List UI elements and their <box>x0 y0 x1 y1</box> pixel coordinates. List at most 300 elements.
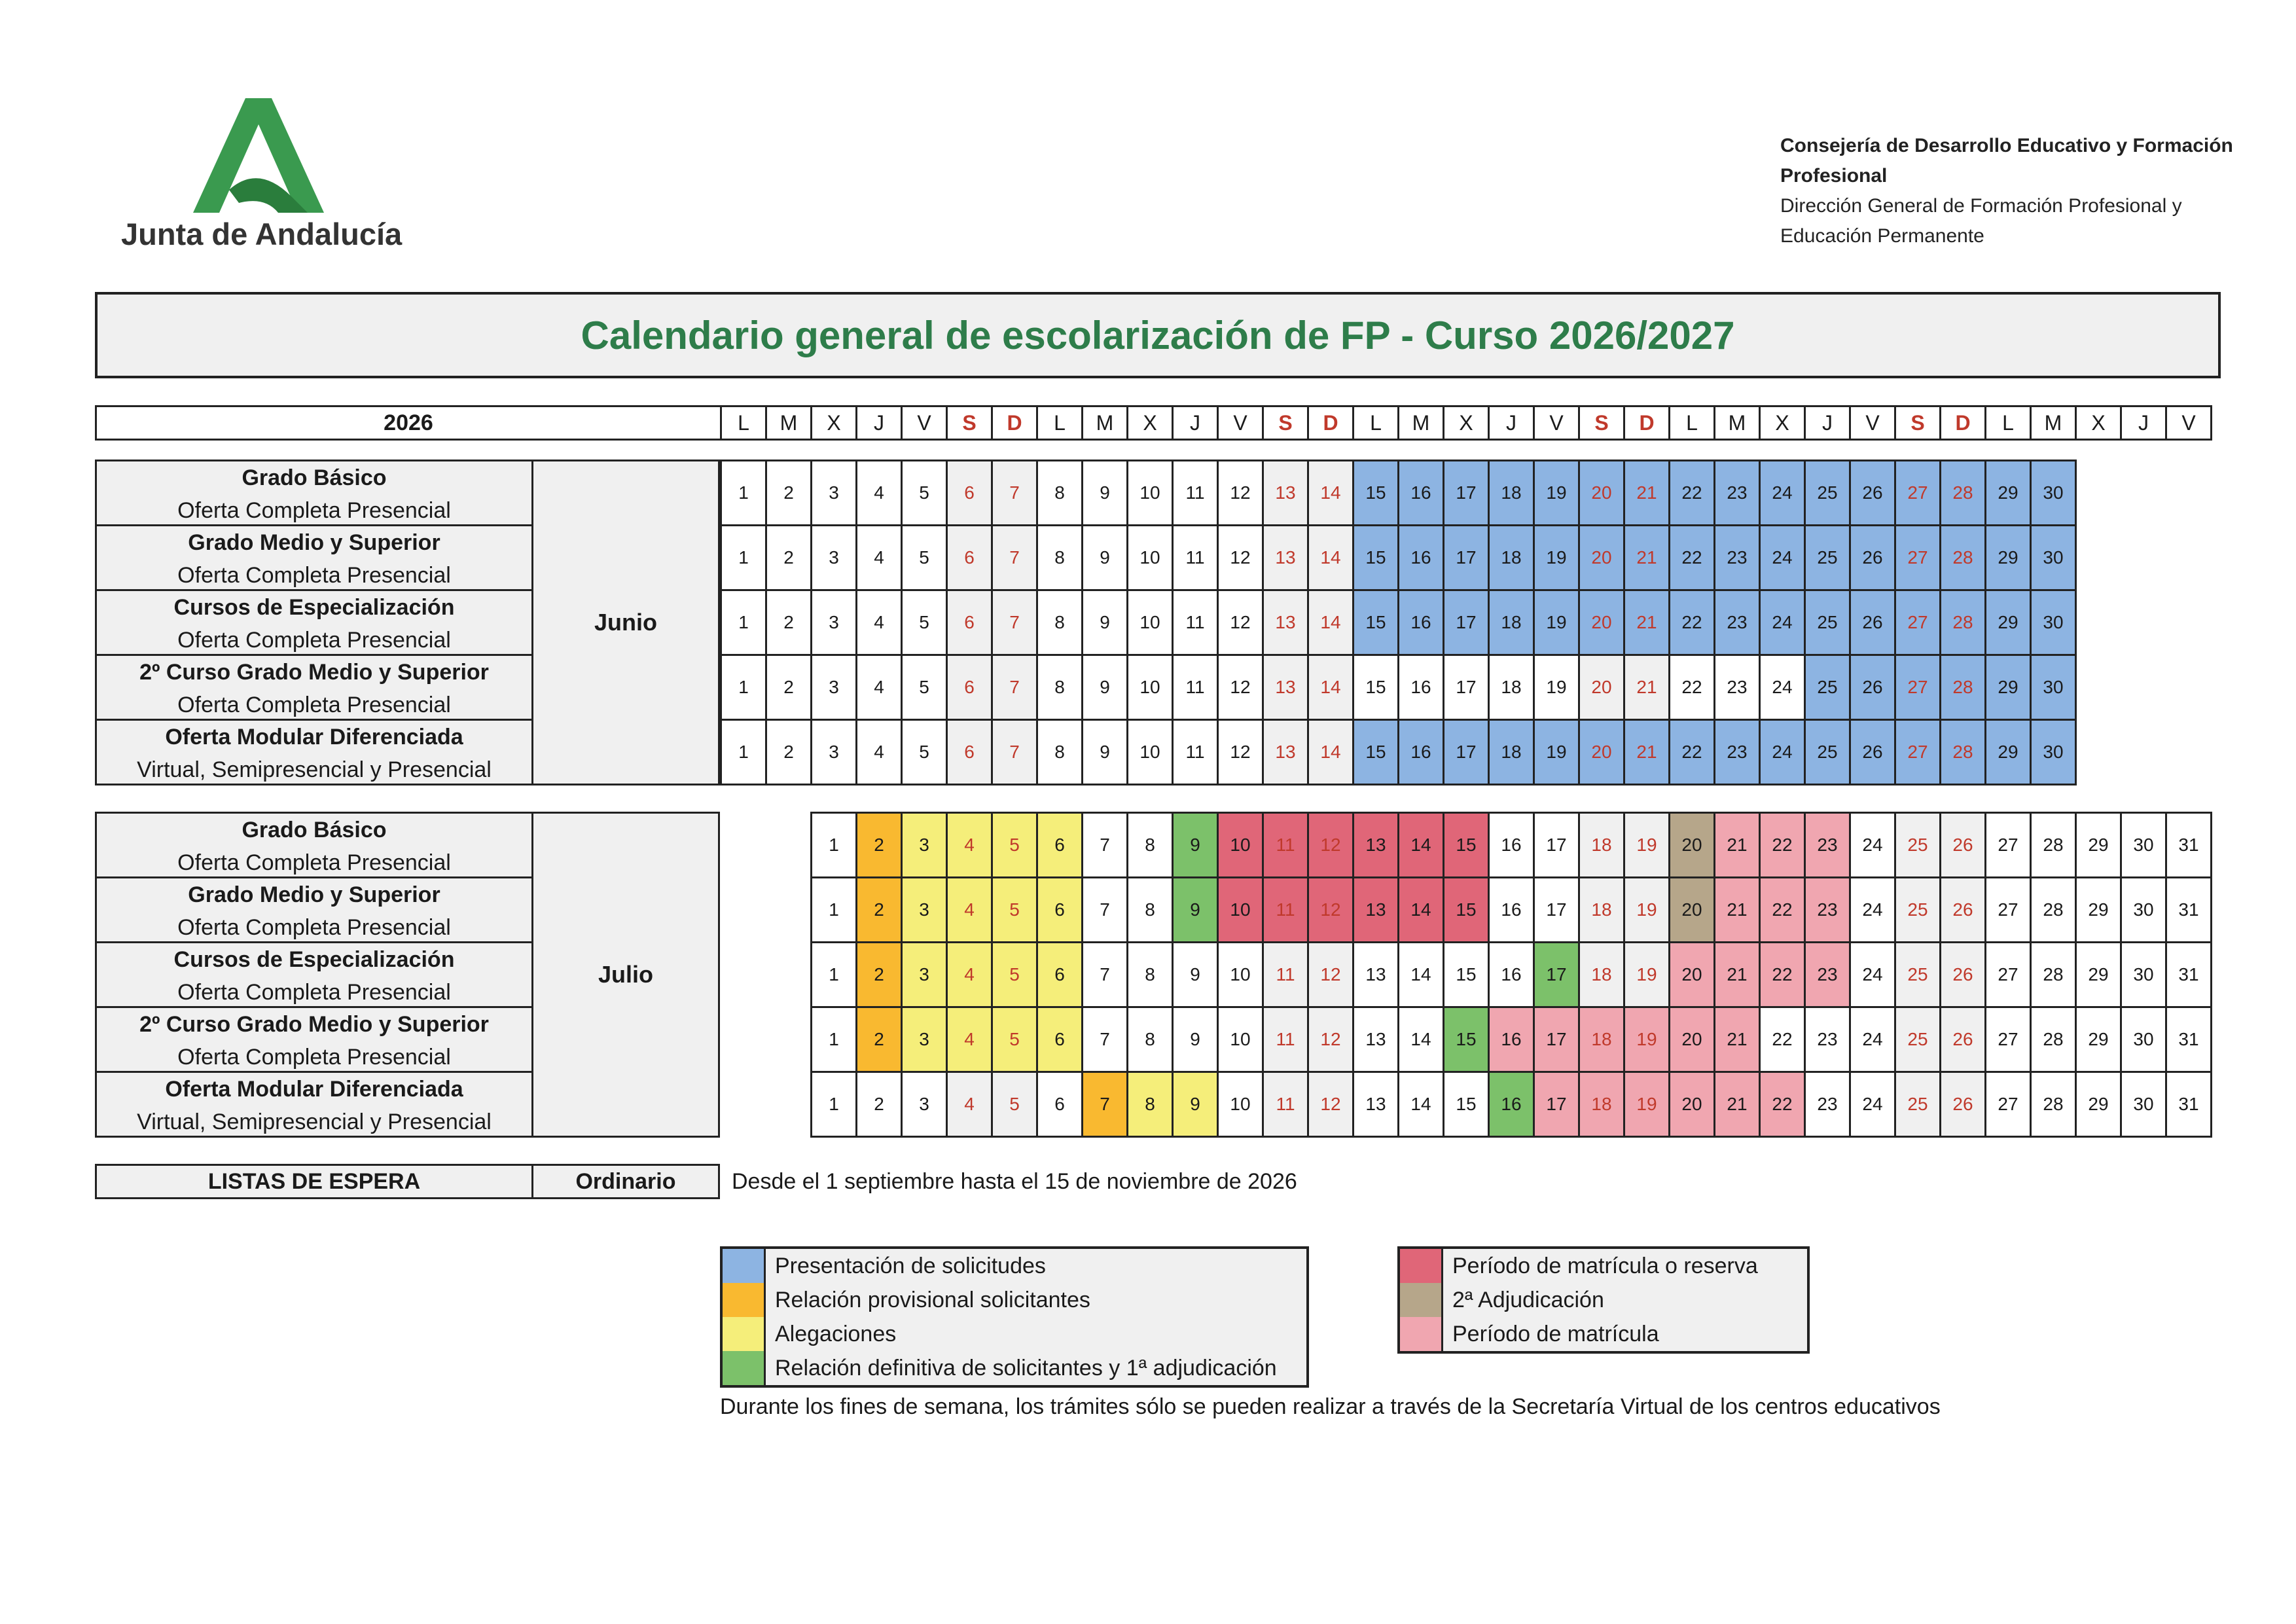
day-cell: 8 <box>1126 812 1174 878</box>
day-cell: 28 <box>1939 460 1986 526</box>
day-cell: 10 <box>1217 1071 1264 1138</box>
day-cell: 1 <box>720 654 767 721</box>
day-cell: 7 <box>1081 876 1128 943</box>
weekday-header-14: L <box>1352 405 1399 441</box>
program-subtitle: Oferta Completa Presencial <box>177 563 451 588</box>
day-cell: 15 <box>1443 876 1490 943</box>
day-cell: 13 <box>1352 876 1399 943</box>
day-cell: 19 <box>1533 589 1580 656</box>
program-title: Cursos de Especialización <box>173 595 455 620</box>
day-cell: 31 <box>2165 876 2212 943</box>
day-cell: 26 <box>1939 941 1986 1008</box>
program-subtitle: Oferta Completa Presencial <box>177 498 451 523</box>
program-subtitle: Virtual, Semipresencial y Presencial <box>137 757 492 782</box>
day-cell: 11 <box>1172 589 1219 656</box>
day-cell: 24 <box>1849 812 1896 878</box>
waiting-list-label: LISTAS DE ESPERA <box>95 1164 533 1199</box>
weekday-header-25: V <box>1849 405 1896 441</box>
day-cell: 10 <box>1217 941 1264 1008</box>
day-cell: 14 <box>1307 654 1354 721</box>
day-cell: 22 <box>1759 876 1806 943</box>
day-cell: 16 <box>1488 941 1535 1008</box>
day-cell: 9 <box>1081 589 1128 656</box>
day-cell: 17 <box>1443 719 1490 785</box>
junta-logo <box>118 98 406 262</box>
day-cell: 11 <box>1172 460 1219 526</box>
day-cell: 10 <box>1126 589 1174 656</box>
day-cell: 19 <box>1623 876 1670 943</box>
day-cell: 17 <box>1443 654 1490 721</box>
day-cell: 8 <box>1036 589 1083 656</box>
day-cell: 20 <box>1668 876 1715 943</box>
day-cell: 22 <box>1668 589 1715 656</box>
day-cell: 5 <box>901 654 948 721</box>
program-label <box>95 876 533 943</box>
weekday-header-5: S <box>946 405 993 441</box>
program-label <box>95 524 533 591</box>
day-cell: 24 <box>1759 589 1806 656</box>
legend-label: Alegaciones <box>775 1321 897 1346</box>
legend-item <box>1400 1249 1807 1283</box>
day-cell: 18 <box>1488 654 1535 721</box>
legend-left <box>720 1246 1309 1388</box>
day-cell: 14 <box>1307 460 1354 526</box>
day-cell: 23 <box>1804 941 1851 1008</box>
day-cell: 27 <box>1984 1006 2032 1073</box>
day-cell: 28 <box>1939 589 1986 656</box>
day-cell: 9 <box>1172 1006 1219 1073</box>
day-cell: 29 <box>2075 812 2122 878</box>
day-cell: 13 <box>1262 524 1309 591</box>
weekday-header-15: M <box>1397 405 1444 441</box>
day-cell: 18 <box>1578 941 1625 1008</box>
day-cell: 6 <box>946 654 993 721</box>
day-cell: 25 <box>1894 876 1941 943</box>
day-cell: 7 <box>1081 941 1128 1008</box>
legend-swatch <box>723 1283 766 1317</box>
day-cell: 6 <box>1036 941 1083 1008</box>
day-cell: 18 <box>1488 524 1535 591</box>
day-cell: 24 <box>1849 876 1896 943</box>
day-cell: 18 <box>1488 719 1535 785</box>
program-title: Grado Medio y Superior <box>188 882 440 907</box>
day-cell: 9 <box>1081 460 1128 526</box>
day-cell: 6 <box>1036 1006 1083 1073</box>
day-cell: 17 <box>1533 812 1580 878</box>
day-cell: 15 <box>1443 1006 1490 1073</box>
day-cell: 1 <box>720 460 767 526</box>
program-label <box>95 1071 533 1138</box>
day-cell: 10 <box>1217 812 1264 878</box>
day-cell: 15 <box>1443 1071 1490 1138</box>
day-cell: 18 <box>1578 1006 1625 1073</box>
day-cell: 10 <box>1217 1006 1264 1073</box>
legend-item <box>723 1317 1306 1351</box>
day-cell: 13 <box>1352 812 1399 878</box>
day-cell: 19 <box>1623 812 1670 878</box>
day-cell: 7 <box>991 654 1038 721</box>
day-cell: 14 <box>1397 1006 1444 1073</box>
day-cell: 23 <box>1713 460 1761 526</box>
weekday-header-32: V <box>2165 405 2212 441</box>
day-cell: 14 <box>1397 876 1444 943</box>
program-subtitle: Oferta Completa Presencial <box>177 980 451 1005</box>
day-cell: 3 <box>810 719 857 785</box>
logo-text: Junta de Andalucía <box>121 217 403 251</box>
day-cell: 13 <box>1262 654 1309 721</box>
day-cell: 1 <box>810 812 857 878</box>
day-cell: 7 <box>991 460 1038 526</box>
day-cell: 6 <box>946 719 993 785</box>
day-cell: 5 <box>901 719 948 785</box>
day-cell: 19 <box>1533 719 1580 785</box>
day-cell: 19 <box>1623 1071 1670 1138</box>
day-cell: 21 <box>1713 1006 1761 1073</box>
day-cell: 1 <box>810 876 857 943</box>
day-cell: 23 <box>1713 524 1761 591</box>
day-cell: 4 <box>855 589 903 656</box>
day-cell: 22 <box>1759 812 1806 878</box>
day-cell: 17 <box>1533 1006 1580 1073</box>
day-cell: 31 <box>2165 941 2212 1008</box>
day-cell: 4 <box>855 524 903 591</box>
day-cell: 17 <box>1533 941 1580 1008</box>
day-cell: 12 <box>1217 719 1264 785</box>
day-cell: 16 <box>1488 1071 1535 1138</box>
day-cell: 30 <box>2030 460 2077 526</box>
day-cell: 29 <box>1984 524 2032 591</box>
program-label <box>95 1006 533 1073</box>
legend-label: 2ª Adjudicación <box>1452 1287 1604 1312</box>
day-cell: 27 <box>1894 460 1941 526</box>
day-cell: 24 <box>1849 1006 1896 1073</box>
day-cell: 27 <box>1894 719 1941 785</box>
day-cell: 31 <box>2165 812 2212 878</box>
day-cell: 19 <box>1533 524 1580 591</box>
day-cell: 28 <box>2030 1071 2077 1138</box>
day-cell: 27 <box>1984 941 2032 1008</box>
day-cell: 30 <box>2120 1071 2167 1138</box>
weekday-header-3: J <box>855 405 903 441</box>
weekday-header-11: V <box>1217 405 1264 441</box>
legend-label: Presentación de solicitudes <box>775 1253 1046 1278</box>
legend-item <box>723 1249 1306 1283</box>
day-cell: 24 <box>1759 719 1806 785</box>
day-cell: 7 <box>1081 1071 1128 1138</box>
legend-swatch <box>723 1317 766 1351</box>
day-cell: 29 <box>2075 876 2122 943</box>
legend-item <box>1400 1317 1807 1351</box>
day-cell: 4 <box>946 812 993 878</box>
day-cell: 1 <box>810 1006 857 1073</box>
day-cell: 23 <box>1804 812 1851 878</box>
day-cell: 5 <box>991 876 1038 943</box>
day-cell: 24 <box>1849 941 1896 1008</box>
weekday-header-28: L <box>1984 405 2032 441</box>
day-cell: 28 <box>2030 876 2077 943</box>
day-cell: 1 <box>810 1071 857 1138</box>
day-cell: 25 <box>1804 524 1851 591</box>
day-cell: 20 <box>1578 589 1625 656</box>
day-cell: 16 <box>1397 654 1444 721</box>
day-cell: 22 <box>1759 941 1806 1008</box>
day-cell: 26 <box>1939 876 1986 943</box>
program-title: Oferta Modular Diferenciada <box>165 1077 463 1102</box>
program-title: Grado Básico <box>242 465 387 490</box>
day-cell: 3 <box>901 876 948 943</box>
weekday-header-23: X <box>1759 405 1806 441</box>
day-cell: 4 <box>855 654 903 721</box>
day-cell: 27 <box>1894 654 1941 721</box>
day-cell: 25 <box>1894 1071 1941 1138</box>
day-cell: 6 <box>1036 1071 1083 1138</box>
day-cell: 23 <box>1713 589 1761 656</box>
day-cell: 20 <box>1578 719 1625 785</box>
day-cell: 26 <box>1849 589 1896 656</box>
weekday-header-0: L <box>720 405 767 441</box>
day-cell: 17 <box>1533 1071 1580 1138</box>
day-cell: 22 <box>1668 524 1715 591</box>
day-cell: 21 <box>1623 719 1670 785</box>
day-cell: 3 <box>810 524 857 591</box>
legend-label: Período de matrícula <box>1452 1321 1659 1346</box>
day-cell: 14 <box>1397 941 1444 1008</box>
weekday-header-1: M <box>765 405 812 441</box>
day-cell: 12 <box>1307 876 1354 943</box>
weekday-header-6: D <box>991 405 1038 441</box>
day-cell: 28 <box>2030 812 2077 878</box>
program-title: 2º Curso Grado Medio y Superior <box>139 660 489 685</box>
day-cell: 21 <box>1713 1071 1761 1138</box>
legend-label: Período de matrícula o reserva <box>1452 1253 1758 1278</box>
day-cell: 10 <box>1126 654 1174 721</box>
day-cell: 20 <box>1668 941 1715 1008</box>
day-cell: 25 <box>1804 589 1851 656</box>
day-cell: 2 <box>855 941 903 1008</box>
day-cell: 26 <box>1849 460 1896 526</box>
weekday-header-17: J <box>1488 405 1535 441</box>
day-cell: 16 <box>1488 1006 1535 1073</box>
weekday-header-13: D <box>1307 405 1354 441</box>
weekday-header-24: J <box>1804 405 1851 441</box>
day-cell: 21 <box>1623 589 1670 656</box>
day-cell: 24 <box>1759 524 1806 591</box>
day-cell: 26 <box>1939 1006 1986 1073</box>
day-cell: 7 <box>991 589 1038 656</box>
day-cell: 6 <box>946 460 993 526</box>
day-cell: 2 <box>765 589 812 656</box>
day-cell: 14 <box>1397 1071 1444 1138</box>
day-cell: 23 <box>1804 1071 1851 1138</box>
day-cell: 2 <box>765 654 812 721</box>
day-cell: 28 <box>1939 654 1986 721</box>
weekday-header-8: M <box>1081 405 1128 441</box>
day-cell: 16 <box>1397 719 1444 785</box>
day-cell: 15 <box>1352 460 1399 526</box>
day-cell: 6 <box>1036 876 1083 943</box>
day-cell: 28 <box>2030 1006 2077 1073</box>
day-cell: 25 <box>1894 941 1941 1008</box>
day-cell: 15 <box>1352 719 1399 785</box>
program-subtitle: Oferta Completa Presencial <box>177 693 451 717</box>
junta-a-logo-icon <box>193 98 324 213</box>
day-cell: 15 <box>1443 941 1490 1008</box>
day-cell: 29 <box>1984 460 2032 526</box>
day-cell: 13 <box>1262 589 1309 656</box>
day-cell: 14 <box>1307 524 1354 591</box>
program-title: 2º Curso Grado Medio y Superior <box>139 1012 489 1037</box>
day-cell: 29 <box>1984 654 2032 721</box>
day-cell: 12 <box>1217 654 1264 721</box>
day-cell: 9 <box>1081 719 1128 785</box>
day-cell: 25 <box>1804 719 1851 785</box>
weekday-header-12: S <box>1262 405 1309 441</box>
weekday-header-29: M <box>2030 405 2077 441</box>
day-cell: 6 <box>1036 812 1083 878</box>
day-cell: 9 <box>1172 876 1219 943</box>
year-label: 2026 <box>95 405 722 441</box>
day-cell: 15 <box>1352 524 1399 591</box>
day-cell: 15 <box>1352 589 1399 656</box>
day-cell: 3 <box>901 812 948 878</box>
day-cell: 27 <box>1894 589 1941 656</box>
day-cell: 19 <box>1533 460 1580 526</box>
legend-item <box>723 1283 1306 1317</box>
day-cell: 10 <box>1126 460 1174 526</box>
day-cell: 5 <box>901 589 948 656</box>
program-label <box>95 812 533 878</box>
day-cell: 24 <box>1759 654 1806 721</box>
day-cell: 12 <box>1217 589 1264 656</box>
day-cell: 16 <box>1397 460 1444 526</box>
legend-label: Relación provisional solicitantes <box>775 1287 1090 1312</box>
day-cell: 8 <box>1126 1006 1174 1073</box>
day-cell: 22 <box>1759 1071 1806 1138</box>
legend-swatch <box>1400 1249 1443 1283</box>
weekday-header-9: X <box>1126 405 1174 441</box>
day-cell: 20 <box>1668 812 1715 878</box>
day-cell: 30 <box>2120 812 2167 878</box>
day-cell: 20 <box>1578 524 1625 591</box>
day-cell: 30 <box>2120 941 2167 1008</box>
program-subtitle: Oferta Completa Presencial <box>177 628 451 653</box>
weekday-header-7: L <box>1036 405 1083 441</box>
day-cell: 27 <box>1894 524 1941 591</box>
header-organization <box>1780 131 2278 251</box>
day-cell: 16 <box>1397 589 1444 656</box>
day-cell: 14 <box>1397 812 1444 878</box>
weekday-header-21: L <box>1668 405 1715 441</box>
day-cell: 13 <box>1352 1006 1399 1073</box>
day-cell: 7 <box>1081 812 1128 878</box>
program-label <box>95 719 533 785</box>
day-cell: 21 <box>1623 654 1670 721</box>
day-cell: 30 <box>2030 654 2077 721</box>
month-label-july: Julio <box>531 812 720 1138</box>
day-cell: 12 <box>1217 460 1264 526</box>
program-title: Grado Básico <box>242 818 387 842</box>
day-cell: 13 <box>1262 719 1309 785</box>
day-cell: 8 <box>1036 719 1083 785</box>
program-label <box>95 654 533 721</box>
weekday-header-10: J <box>1172 405 1219 441</box>
day-cell: 15 <box>1443 812 1490 878</box>
day-cell: 10 <box>1126 719 1174 785</box>
weekday-header-16: X <box>1443 405 1490 441</box>
legend-right <box>1397 1246 1810 1354</box>
legend-label: Relación definitiva de solicitantes y 1ª adjudicación <box>775 1355 1277 1380</box>
day-cell: 8 <box>1126 941 1174 1008</box>
day-cell: 7 <box>991 719 1038 785</box>
day-cell: 8 <box>1036 524 1083 591</box>
day-cell: 4 <box>855 460 903 526</box>
day-cell: 6 <box>946 524 993 591</box>
day-cell: 30 <box>2030 589 2077 656</box>
weekday-header-26: S <box>1894 405 1941 441</box>
weekday-header-27: D <box>1939 405 1986 441</box>
day-cell: 3 <box>810 654 857 721</box>
day-cell: 29 <box>2075 1006 2122 1073</box>
day-cell: 4 <box>946 876 993 943</box>
day-cell: 14 <box>1307 719 1354 785</box>
day-cell: 4 <box>946 1006 993 1073</box>
day-cell: 20 <box>1578 460 1625 526</box>
day-cell: 26 <box>1939 812 1986 878</box>
program-subtitle: Oferta Completa Presencial <box>177 1045 451 1070</box>
day-cell: 22 <box>1759 1006 1806 1073</box>
day-cell: 13 <box>1352 941 1399 1008</box>
day-cell: 5 <box>991 1006 1038 1073</box>
day-cell: 28 <box>2030 941 2077 1008</box>
day-cell: 11 <box>1262 1071 1309 1138</box>
day-cell: 7 <box>991 524 1038 591</box>
day-cell: 14 <box>1307 589 1354 656</box>
weekday-header-30: X <box>2075 405 2122 441</box>
day-cell: 11 <box>1262 1006 1309 1073</box>
day-cell: 13 <box>1352 1071 1399 1138</box>
day-cell: 29 <box>2075 1071 2122 1138</box>
day-cell: 7 <box>1081 1006 1128 1073</box>
legend-swatch <box>1400 1283 1443 1317</box>
day-cell: 5 <box>901 524 948 591</box>
day-cell: 12 <box>1307 1006 1354 1073</box>
day-cell: 2 <box>855 876 903 943</box>
legend-item <box>1400 1283 1807 1317</box>
day-cell: 12 <box>1307 812 1354 878</box>
day-cell: 3 <box>810 460 857 526</box>
day-cell: 2 <box>855 812 903 878</box>
day-cell: 1 <box>720 524 767 591</box>
day-cell: 11 <box>1172 719 1219 785</box>
day-cell: 21 <box>1713 812 1761 878</box>
legend-swatch <box>1400 1317 1443 1351</box>
day-cell: 19 <box>1623 1006 1670 1073</box>
day-cell: 17 <box>1443 524 1490 591</box>
program-label <box>95 941 533 1008</box>
day-cell: 27 <box>1984 1071 2032 1138</box>
day-cell: 16 <box>1488 812 1535 878</box>
day-cell: 9 <box>1172 941 1219 1008</box>
day-cell: 22 <box>1668 460 1715 526</box>
day-cell: 23 <box>1713 654 1761 721</box>
day-cell: 23 <box>1804 876 1851 943</box>
day-cell: 19 <box>1623 941 1670 1008</box>
day-cell: 22 <box>1668 654 1715 721</box>
consejeria-text: Consejería de Desarrollo Educativo y Formación Profesional <box>1780 135 2233 187</box>
legend-item <box>723 1351 1306 1385</box>
day-cell: 21 <box>1713 941 1761 1008</box>
day-cell: 6 <box>946 589 993 656</box>
